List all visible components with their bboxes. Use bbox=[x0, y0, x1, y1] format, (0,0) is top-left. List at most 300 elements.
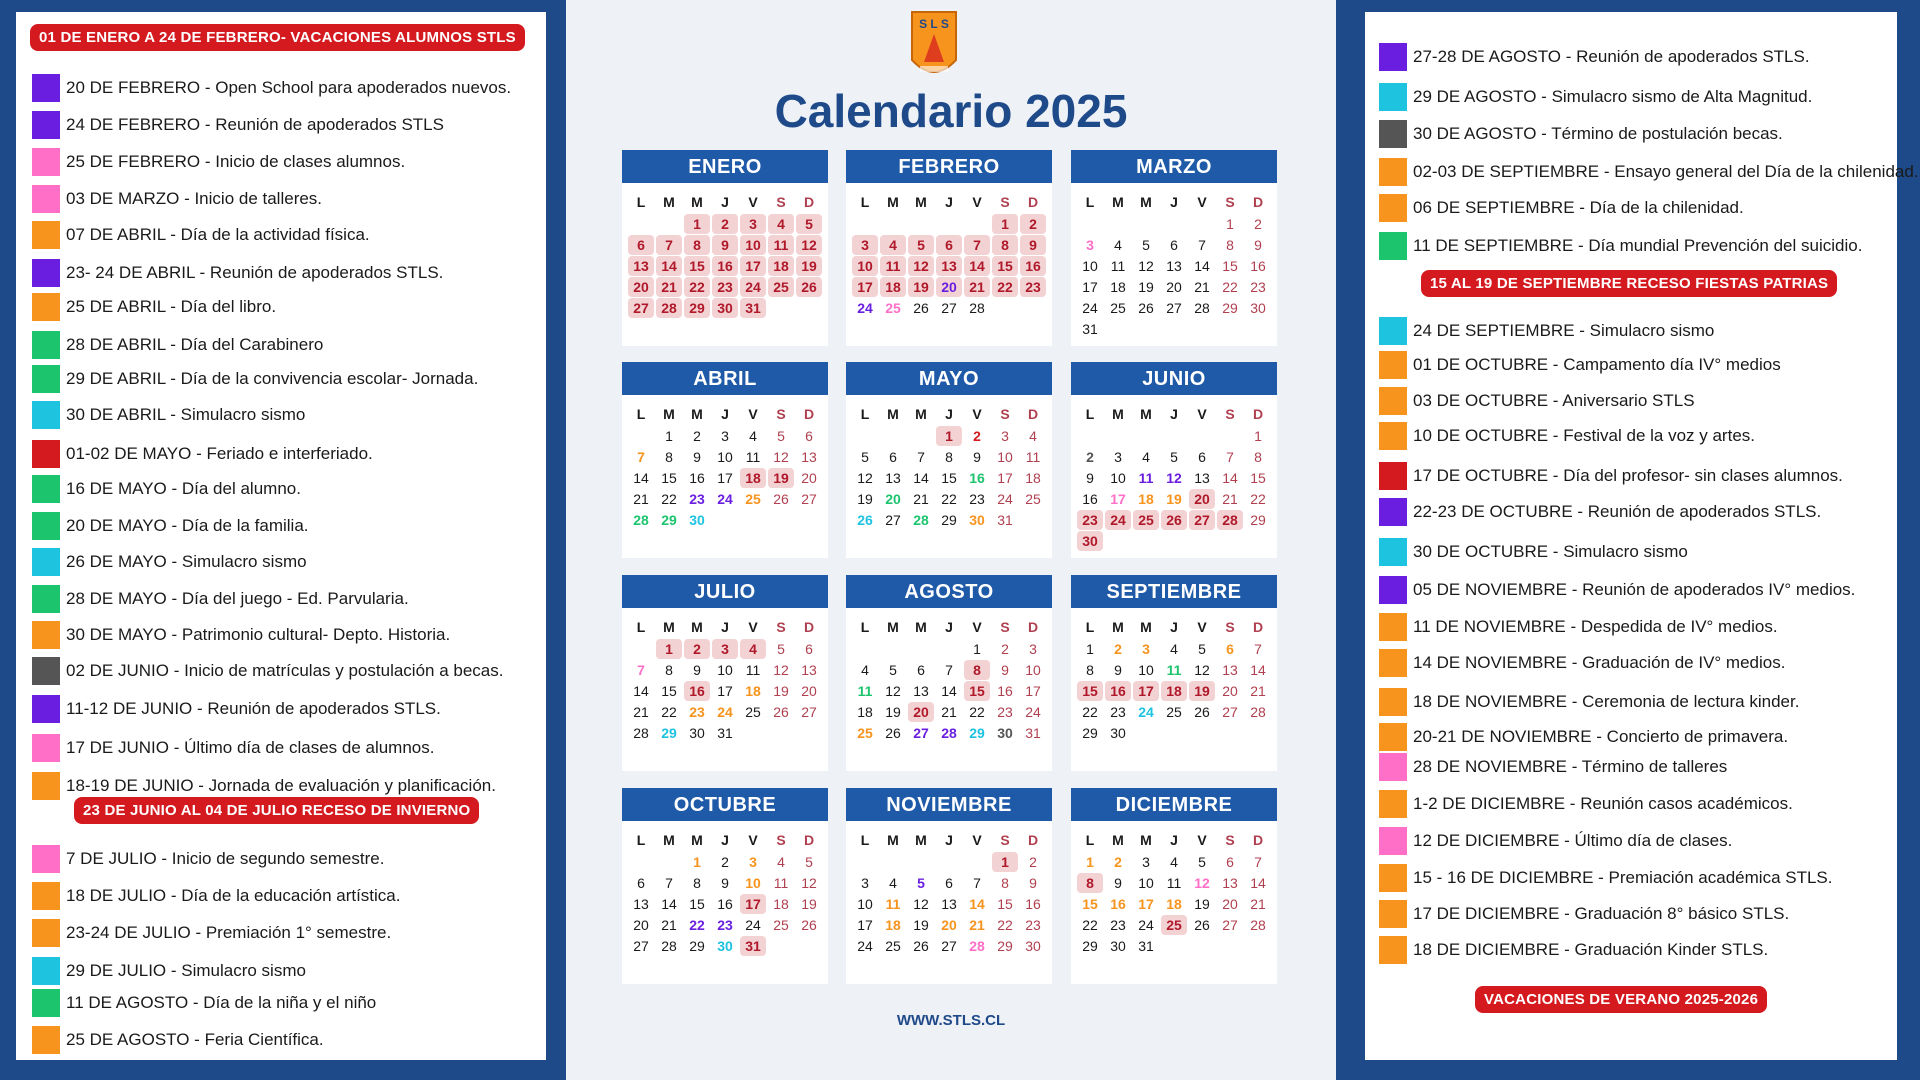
event-row bbox=[1379, 462, 1843, 490]
calendar-day: 20 bbox=[801, 470, 817, 486]
event-row bbox=[32, 734, 434, 762]
event-row bbox=[32, 548, 307, 576]
event-color-swatch bbox=[1379, 790, 1407, 818]
event-row bbox=[32, 259, 443, 287]
calendar-day: 23 bbox=[969, 491, 985, 507]
event-text: 11 DE NOVIEMBRE - Despedida de IV° medios. bbox=[1413, 617, 1778, 636]
calendar-day: 27 bbox=[801, 491, 817, 507]
calendar-day: 10 bbox=[857, 896, 873, 912]
weekday-label: M bbox=[915, 406, 927, 422]
event-color-swatch bbox=[1379, 83, 1407, 111]
calendar-day: 14 bbox=[633, 683, 649, 699]
weekday-label: M bbox=[1140, 406, 1152, 422]
calendar-day: 25 bbox=[745, 491, 761, 507]
event-row bbox=[32, 148, 405, 176]
event-color-swatch bbox=[1379, 351, 1407, 379]
weekday-label: J bbox=[721, 619, 729, 635]
event-color-swatch bbox=[1379, 43, 1407, 71]
weekday-label: M bbox=[1140, 619, 1152, 635]
calendar-day: 4 bbox=[1142, 449, 1150, 465]
weekday-label: V bbox=[972, 406, 982, 422]
calendar-day: 8 bbox=[693, 875, 701, 891]
calendar-day: 1 bbox=[684, 214, 710, 234]
weekday-label: D bbox=[1252, 406, 1264, 422]
calendar-day: 23 bbox=[689, 704, 705, 720]
calendar-day: 23 bbox=[997, 704, 1013, 720]
calendar-day: 1 bbox=[1226, 216, 1234, 232]
calendar-day: 23 bbox=[1020, 277, 1046, 297]
weekday-label: M bbox=[887, 406, 899, 422]
event-text: 30 DE OCTUBRE - Simulacro sismo bbox=[1413, 542, 1688, 561]
event-row bbox=[1379, 827, 1732, 855]
month-header: ABRIL bbox=[622, 362, 828, 395]
event-text: 23- 24 DE ABRIL - Reunión de apoderados STLS. bbox=[66, 263, 444, 282]
calendar-day: 11 bbox=[1110, 258, 1126, 274]
calendar-day: 27 bbox=[628, 298, 654, 318]
calendar-day: 15 bbox=[684, 256, 710, 276]
calendar-day: 22 bbox=[1250, 491, 1266, 507]
calendar-day: 8 bbox=[665, 449, 673, 465]
right-events-panel bbox=[1365, 12, 1919, 1060]
calendar-day: 30 bbox=[997, 725, 1013, 741]
weekday-label: V bbox=[972, 619, 982, 635]
calendar-day: 18 bbox=[745, 683, 761, 699]
weekday-label: J bbox=[945, 406, 953, 422]
event-color-swatch bbox=[32, 365, 60, 393]
event-row bbox=[32, 331, 323, 359]
event-text: 20 DE FEBRERO - Open School para apoderados nuevos. bbox=[66, 78, 512, 97]
weekday-label: S bbox=[1000, 832, 1010, 848]
calendar-day: 3 bbox=[1001, 428, 1009, 444]
calendar-day: 29 bbox=[661, 725, 677, 741]
calendar-day: 26 bbox=[1161, 510, 1187, 530]
calendar-day: 7 bbox=[964, 235, 990, 255]
event-row bbox=[32, 221, 370, 249]
calendar-day: 5 bbox=[1198, 854, 1206, 870]
calendar-day: 5 bbox=[889, 662, 897, 678]
event-row bbox=[32, 1026, 324, 1054]
calendar-day: 2 bbox=[1114, 854, 1122, 870]
calendar-day: 19 bbox=[1166, 491, 1182, 507]
calendar-day: 24 bbox=[717, 491, 733, 507]
calendar-day: 23 bbox=[712, 277, 738, 297]
event-text: 11 DE SEPTIEMBRE - Día mundial Prevención del suicidio. bbox=[1413, 236, 1863, 255]
calendar-day: 24 bbox=[1138, 704, 1154, 720]
weekday-label: D bbox=[1027, 832, 1039, 848]
calendar-day: 18 bbox=[885, 917, 901, 933]
calendar-day: 22 bbox=[992, 277, 1018, 297]
calendar-day: 1 bbox=[665, 428, 673, 444]
event-text: 17 DE OCTUBRE - Día del profesor- sin clases alumnos. bbox=[1413, 466, 1843, 485]
calendar-day: 7 bbox=[945, 662, 953, 678]
calendar-day: 22 bbox=[684, 277, 710, 297]
weekday-label: L bbox=[860, 194, 870, 210]
event-row bbox=[32, 185, 322, 213]
calendar-day: 22 bbox=[661, 704, 677, 720]
weekday-label: L bbox=[1085, 832, 1095, 848]
calendar-day: 31 bbox=[717, 725, 733, 741]
calendar-day: 18 bbox=[1110, 279, 1126, 295]
calendar-day: 19 bbox=[1189, 681, 1215, 701]
weekday-label: L bbox=[1085, 619, 1095, 635]
calendar-day: 3 bbox=[712, 639, 738, 659]
fiestas-patrias-banner: 15 AL 19 DE SEPTIEMBRE RECESO FIESTAS PATRIAS bbox=[1421, 270, 1837, 297]
event-color-swatch bbox=[1379, 864, 1407, 892]
event-row bbox=[1379, 576, 1855, 604]
calendar-day: 9 bbox=[721, 875, 729, 891]
weekday-label: D bbox=[1252, 832, 1264, 848]
calendar-day: 7 bbox=[637, 662, 645, 678]
event-text: 25 DE ABRIL - Día del libro. bbox=[66, 297, 277, 316]
calendar-day: 9 bbox=[1001, 662, 1009, 678]
calendar-day: 21 bbox=[633, 704, 649, 720]
weekday-label: L bbox=[1085, 194, 1095, 210]
weekday-label: M bbox=[1112, 832, 1124, 848]
calendar-day: 3 bbox=[721, 428, 729, 444]
month-header: DICIEMBRE bbox=[1071, 788, 1277, 821]
summer-vacation-banner: VACACIONES DE VERANO 2025-2026 bbox=[1475, 986, 1767, 1013]
event-color-swatch bbox=[32, 772, 60, 800]
calendar-day: 12 bbox=[908, 256, 934, 276]
event-color-swatch bbox=[32, 259, 60, 287]
weekday-label: S bbox=[1000, 619, 1010, 635]
calendar-day: 15 bbox=[1222, 258, 1238, 274]
calendar-day: 18 bbox=[857, 704, 873, 720]
calendar-day: 18 bbox=[740, 468, 766, 488]
event-row bbox=[1379, 613, 1778, 641]
calendar-day: 7 bbox=[1198, 237, 1206, 253]
calendar-day: 23 bbox=[717, 917, 733, 933]
event-row bbox=[1379, 387, 1695, 415]
calendar-day: 17 bbox=[852, 277, 878, 297]
calendar-day: 29 bbox=[684, 298, 710, 318]
event-text: 03 DE OCTUBRE - Aniversario STLS bbox=[1413, 391, 1695, 410]
calendar-day: 25 bbox=[745, 704, 761, 720]
calendar-day: 2 bbox=[721, 854, 729, 870]
calendar-day: 23 bbox=[1025, 917, 1041, 933]
calendar-day: 18 bbox=[773, 896, 789, 912]
weekday-label: M bbox=[1140, 832, 1152, 848]
calendar-day: 9 bbox=[1020, 235, 1046, 255]
calendar-day: 27 bbox=[1222, 917, 1238, 933]
weekday-label: J bbox=[1170, 619, 1178, 635]
event-text: 25 DE AGOSTO - Feria Científica. bbox=[66, 1030, 324, 1049]
calendar-day: 19 bbox=[885, 704, 901, 720]
event-row bbox=[1379, 120, 1783, 148]
event-row bbox=[1379, 688, 1799, 716]
calendar-day: 10 bbox=[1138, 875, 1154, 891]
event-text: 22-23 DE OCTUBRE - Reunión de apoderados STLS. bbox=[1413, 502, 1822, 521]
event-color-swatch bbox=[1379, 723, 1407, 751]
event-text: 11 DE AGOSTO - Día de la niña y el niño bbox=[66, 993, 377, 1012]
event-color-swatch bbox=[1379, 462, 1407, 490]
calendar-day: 15 bbox=[964, 681, 990, 701]
month-diciembre bbox=[1071, 788, 1277, 984]
calendar-day: 18 bbox=[880, 277, 906, 297]
calendar-day: 27 bbox=[885, 512, 901, 528]
calendar-day: 14 bbox=[1250, 875, 1266, 891]
calendar-day: 9 bbox=[712, 235, 738, 255]
calendar-day: 4 bbox=[1029, 428, 1037, 444]
weekday-label: M bbox=[663, 619, 675, 635]
calendar-day: 17 bbox=[740, 256, 766, 276]
weekday-label: M bbox=[887, 832, 899, 848]
event-color-swatch bbox=[32, 221, 60, 249]
calendar-day: 9 bbox=[1114, 875, 1122, 891]
calendar-day: 24 bbox=[857, 300, 873, 316]
calendar-day: 19 bbox=[913, 917, 929, 933]
calendar-day: 13 bbox=[913, 683, 929, 699]
calendar-day: 11 bbox=[880, 256, 906, 276]
calendar-day: 6 bbox=[936, 235, 962, 255]
calendar-day: 21 bbox=[1222, 491, 1238, 507]
weekday-label: M bbox=[691, 194, 703, 210]
calendar-day: 18 bbox=[1025, 470, 1041, 486]
calendar-day: 5 bbox=[1198, 641, 1206, 657]
weekday-label: S bbox=[1000, 406, 1010, 422]
event-color-swatch bbox=[32, 657, 60, 685]
calendar-day: 14 bbox=[1194, 258, 1210, 274]
calendar-day: 7 bbox=[1226, 449, 1234, 465]
calendar-day: 16 bbox=[1110, 896, 1126, 912]
calendar-day: 27 bbox=[801, 704, 817, 720]
calendar-day: 29 bbox=[661, 512, 677, 528]
event-row bbox=[1379, 936, 1768, 964]
calendar-day: 24 bbox=[1025, 704, 1041, 720]
event-color-swatch bbox=[1379, 576, 1407, 604]
event-text: 30 DE AGOSTO - Término de postulación becas. bbox=[1413, 124, 1783, 143]
event-text: 28 DE ABRIL - Día del Carabinero bbox=[66, 335, 324, 354]
event-text: 10 DE OCTUBRE - Festival de la voz y artes. bbox=[1413, 426, 1755, 445]
calendar-day: 2 bbox=[1020, 214, 1046, 234]
calendar-day: 22 bbox=[689, 917, 705, 933]
calendar-day: 27 bbox=[941, 300, 957, 316]
event-row bbox=[32, 293, 276, 321]
calendar-day: 24 bbox=[997, 491, 1013, 507]
calendar-day: 29 bbox=[1222, 300, 1238, 316]
calendar-day: 11 bbox=[857, 683, 873, 699]
calendar-day: 4 bbox=[749, 428, 757, 444]
weekday-label: M bbox=[1140, 194, 1152, 210]
event-color-swatch bbox=[32, 440, 60, 468]
event-row bbox=[32, 882, 401, 910]
calendar-day: 1 bbox=[1254, 428, 1262, 444]
calendar-day: 2 bbox=[973, 428, 981, 444]
calendar-day: 11 bbox=[1166, 662, 1182, 678]
calendar-day: 20 bbox=[885, 491, 901, 507]
event-color-swatch bbox=[32, 74, 60, 102]
event-row bbox=[32, 512, 309, 540]
calendar-day: 14 bbox=[633, 470, 649, 486]
calendar-day: 27 bbox=[1189, 510, 1215, 530]
calendar-day: 6 bbox=[1198, 449, 1206, 465]
calendar-day: 19 bbox=[908, 277, 934, 297]
weekday-label: M bbox=[1112, 406, 1124, 422]
calendar-day: 2 bbox=[1114, 641, 1122, 657]
calendar-day: 27 bbox=[633, 938, 649, 954]
calendar-day: 11 bbox=[768, 235, 794, 255]
calendar-day: 31 bbox=[1025, 725, 1041, 741]
calendar-day: 10 bbox=[1138, 662, 1154, 678]
event-row bbox=[1379, 900, 1789, 928]
calendar-day: 1 bbox=[936, 426, 962, 446]
calendar-day: 15 bbox=[997, 896, 1013, 912]
calendar-day: 26 bbox=[857, 512, 873, 528]
calendar-day: 14 bbox=[1250, 662, 1266, 678]
weekday-label: M bbox=[915, 194, 927, 210]
website-url[interactable]: WWW.STLS.CL bbox=[896, 1012, 1006, 1029]
calendar-day: 23 bbox=[1110, 917, 1126, 933]
calendar-day: 29 bbox=[1250, 512, 1266, 528]
calendar-day: 24 bbox=[1082, 300, 1098, 316]
calendar-day: 12 bbox=[1166, 470, 1182, 486]
calendar-day: 7 bbox=[1254, 854, 1262, 870]
calendar-day: 22 bbox=[969, 704, 985, 720]
calendar-day: 16 bbox=[1250, 258, 1266, 274]
calendar-day: 6 bbox=[628, 235, 654, 255]
month-septiembre bbox=[1071, 575, 1277, 771]
calendar-day: 29 bbox=[1082, 938, 1098, 954]
calendar-day: 5 bbox=[908, 235, 934, 255]
event-row bbox=[1379, 790, 1793, 818]
calendar-day: 5 bbox=[1142, 237, 1150, 253]
calendar-day: 31 bbox=[740, 298, 766, 318]
calendar-day: 21 bbox=[941, 704, 957, 720]
calendar-day: 10 bbox=[717, 662, 733, 678]
calendar-day: 25 bbox=[857, 725, 873, 741]
event-color-swatch bbox=[1379, 120, 1407, 148]
event-row bbox=[1379, 317, 1714, 345]
calendar-day: 16 bbox=[684, 681, 710, 701]
event-text: 06 DE SEPTIEMBRE - Día de la chilenidad. bbox=[1413, 198, 1744, 217]
calendar-day: 17 bbox=[1138, 896, 1154, 912]
calendar-day: 12 bbox=[885, 683, 901, 699]
calendar-day: 17 bbox=[1110, 491, 1126, 507]
calendar-day: 22 bbox=[1082, 704, 1098, 720]
calendar-day: 13 bbox=[801, 449, 817, 465]
calendar-day: 22 bbox=[1222, 279, 1238, 295]
calendar-day: 25 bbox=[1110, 300, 1126, 316]
event-row bbox=[1379, 723, 1788, 751]
calendar-day: 12 bbox=[857, 470, 873, 486]
weekday-label: D bbox=[1252, 194, 1264, 210]
calendar-day: 2 bbox=[712, 214, 738, 234]
calendar-day: 10 bbox=[717, 449, 733, 465]
calendar-day: 8 bbox=[1001, 875, 1009, 891]
event-row bbox=[32, 365, 478, 393]
event-color-swatch bbox=[32, 512, 60, 540]
calendar-day: 20 bbox=[941, 917, 957, 933]
calendar-day: 28 bbox=[1194, 300, 1210, 316]
event-text: 14 DE NOVIEMBRE - Graduación de IV° medios. bbox=[1413, 653, 1786, 672]
calendar-day: 16 bbox=[717, 896, 733, 912]
event-text: 18 DE DICIEMBRE - Graduación Kinder STLS. bbox=[1413, 940, 1769, 959]
calendar-day: 11 bbox=[885, 896, 901, 912]
calendar-day: 15 bbox=[1250, 470, 1266, 486]
svg-text:S L S: S L S bbox=[919, 17, 949, 31]
calendar-day: 10 bbox=[745, 875, 761, 891]
calendar-day: 14 bbox=[964, 256, 990, 276]
calendar-day: 11 bbox=[1166, 875, 1182, 891]
event-color-swatch bbox=[1379, 194, 1407, 222]
calendar-day: 3 bbox=[1114, 449, 1122, 465]
event-text: 02-03 DE SEPTIEMBRE - Ensayo general del Día de la chilenidad. bbox=[1413, 162, 1919, 181]
calendar-day: 17 bbox=[740, 894, 766, 914]
calendar-day: 27 bbox=[913, 725, 929, 741]
calendar-day: 10 bbox=[852, 256, 878, 276]
calendar-day: 26 bbox=[796, 277, 822, 297]
calendar-day: 20 bbox=[801, 683, 817, 699]
month-header: MARZO bbox=[1071, 150, 1277, 183]
event-color-swatch bbox=[1379, 900, 1407, 928]
calendar-day: 14 bbox=[656, 256, 682, 276]
calendar-day: 9 bbox=[973, 449, 981, 465]
calendar-day: 24 bbox=[1138, 917, 1154, 933]
calendar-day: 23 bbox=[1110, 704, 1126, 720]
calendar-day: 27 bbox=[941, 938, 957, 954]
weekday-label: J bbox=[1170, 832, 1178, 848]
month-agosto bbox=[846, 575, 1052, 771]
calendar-day: 7 bbox=[637, 449, 645, 465]
event-text: 29 DE JULIO - Simulacro sismo bbox=[66, 961, 306, 980]
calendar-day: 30 bbox=[969, 512, 985, 528]
weekday-label: S bbox=[1225, 406, 1235, 422]
calendar-day: 25 bbox=[885, 938, 901, 954]
calendar-day: 15 bbox=[1077, 681, 1103, 701]
calendar-day: 12 bbox=[913, 896, 929, 912]
calendar-day: 12 bbox=[1194, 875, 1210, 891]
event-text: 18-19 DE JUNIO - Jornada de evaluación y planificación. bbox=[66, 776, 496, 795]
weekday-label: M bbox=[915, 619, 927, 635]
weekday-label: L bbox=[636, 619, 646, 635]
calendar-day: 4 bbox=[768, 214, 794, 234]
weekday-label: S bbox=[776, 832, 786, 848]
event-text: 1-2 DE DICIEMBRE - Reunión casos académicos. bbox=[1413, 794, 1793, 813]
calendar-day: 26 bbox=[913, 300, 929, 316]
calendar-day: 7 bbox=[656, 235, 682, 255]
event-text: 23-24 DE JULIO - Premiación 1° semestre. bbox=[66, 923, 392, 942]
month-junio bbox=[1071, 362, 1277, 558]
weekday-label: V bbox=[972, 194, 982, 210]
event-color-swatch bbox=[32, 585, 60, 613]
calendar-day: 30 bbox=[689, 725, 705, 741]
calendar-day: 14 bbox=[1222, 470, 1238, 486]
calendar-day: 8 bbox=[665, 662, 673, 678]
calendar-day: 25 bbox=[1161, 915, 1187, 935]
event-color-swatch bbox=[32, 148, 60, 176]
calendar-day: 6 bbox=[805, 641, 813, 657]
calendar-day: 2 bbox=[684, 639, 710, 659]
calendar-day: 9 bbox=[1254, 237, 1262, 253]
calendar-day: 16 bbox=[969, 470, 985, 486]
event-row bbox=[1379, 422, 1755, 450]
calendar-area bbox=[566, 0, 1336, 1080]
calendar-day: 14 bbox=[941, 683, 957, 699]
weekday-label: L bbox=[860, 406, 870, 422]
event-text: 28 DE NOVIEMBRE - Término de talleres bbox=[1413, 757, 1728, 776]
weekday-label: J bbox=[1170, 194, 1178, 210]
event-text: 30 DE ABRIL - Simulacro sismo bbox=[66, 405, 306, 424]
calendar-day: 2 bbox=[1254, 216, 1262, 232]
calendar-day: 25 bbox=[768, 277, 794, 297]
winter-vacation-banner-top: 01 DE ENERO A 24 DE FEBRERO- VACACIONES ALUMNOS STLS bbox=[30, 24, 525, 51]
calendar-day: 3 bbox=[749, 854, 757, 870]
weekday-label: M bbox=[663, 832, 675, 848]
calendar-day: 30 bbox=[1077, 531, 1103, 551]
calendar-day: 31 bbox=[1138, 938, 1154, 954]
calendar-day: 24 bbox=[857, 938, 873, 954]
event-color-swatch bbox=[32, 957, 60, 985]
